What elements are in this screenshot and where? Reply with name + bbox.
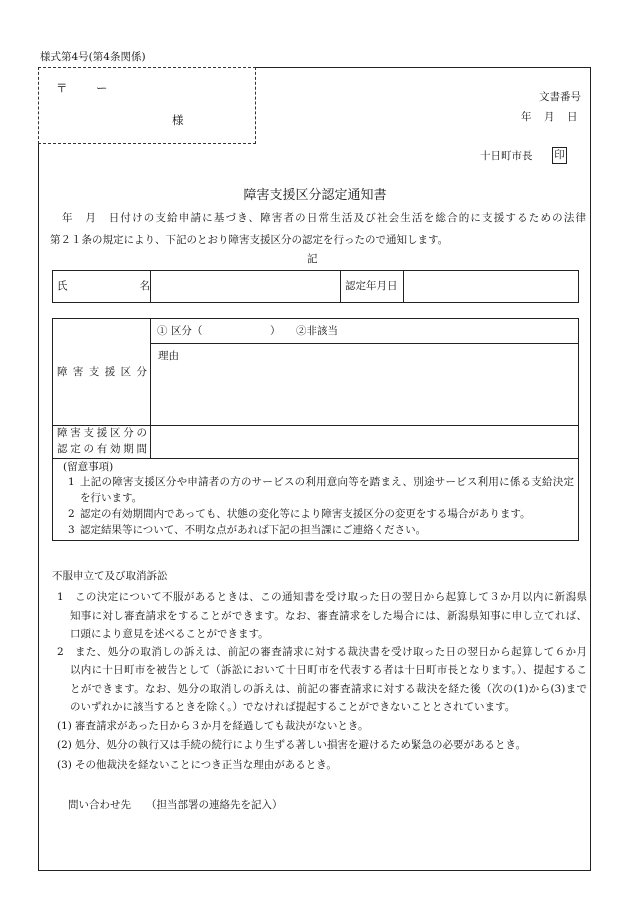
note-number: 3 [68, 524, 75, 536]
name-label: 氏名 [57, 280, 150, 292]
intro-line-2: 第２１条の規定により、下記のとおり障害支援区分の認定を行ったので通知します。 [50, 234, 449, 246]
recipient-table-divider [150, 270, 151, 303]
note-text: 認定結果等について、不明な点があれば下記の担当課にご連絡ください。 [80, 524, 427, 536]
notes-heading: (留意事項) [63, 461, 114, 473]
address-window [38, 67, 256, 144]
classification-label: 障害支援区分 [57, 366, 147, 378]
issue-date: 年 月 日 [521, 111, 579, 123]
contact-label: 問い合わせ先 [68, 799, 131, 811]
appeal-text: 知事に対し審査請求をすることができます。なお、審査請求をした場合には、新潟県知事に申し立てれば、 [70, 610, 587, 622]
postal-mark: 〒 [56, 81, 68, 95]
appeal-text: 以内に十日町市を被告として（訴訟において十日町市を代表する者は十日町市長となります。）、提起するこ [70, 664, 587, 676]
issuer-name: 十日町市長 [480, 150, 533, 162]
appeal-sub-number: (2) [57, 739, 72, 751]
frame-left-border [38, 143, 39, 871]
option-not-applicable: ②非該当 [296, 325, 338, 337]
appeal-text: とができます。なお、処分の取消しの訴えは、前記の審査請求に対する裁決を経た後（次の(1)から(3)まで [70, 683, 587, 695]
appeal-number: 2 [57, 646, 64, 658]
appeal-sub-number: (1) [57, 720, 72, 732]
note-text: 上記の障害支援区分や申請者の方のサービスの利用意向等を踏まえ、別途サービス利用に係る支給決定 [80, 476, 574, 488]
recipient-table-divider [403, 270, 404, 303]
intro-line-1: 年 月 日付けの支給申請に基づき、障害者の日常生活及び社会生活を総合的に支援するための法律 [62, 212, 586, 224]
reason-label: 理由 [158, 350, 179, 362]
recipient-honorific: 様 [172, 113, 184, 127]
ki-mark: 記 [307, 253, 318, 265]
appeal-heading: 不服申立て及び取消訴訟 [52, 570, 168, 582]
form-number: 様式第4号(第4条関係) [40, 51, 146, 63]
classification-table-divider [150, 318, 151, 458]
document-number-label: 文書番号 [539, 91, 581, 103]
frame-top-border [255, 67, 591, 68]
classification-table-divider [150, 343, 579, 344]
appeal-sub-text: 審査請求があった日から３か月を経過しても裁決がないとき。 [75, 720, 369, 732]
appeal-number: 1 [57, 591, 64, 603]
appeal-sub-number: (3) [57, 759, 72, 771]
appeal-sub-text: その他裁決を経ないことにつき正当な理由があるとき。 [75, 759, 337, 771]
contact-value: （担当部署の連絡先を記入） [146, 799, 283, 811]
appeal-text: 口頭により意見を述べることができます。 [70, 628, 269, 640]
document-title: 障害支援区分認定通知書 [243, 188, 387, 203]
note-number: 2 [68, 508, 75, 520]
validity-label-line-2: 認定の有効期間 [57, 443, 147, 455]
appeal-sub-text: 処分、処分の執行又は手続の続行により生ずる著しい損害を避けるため緊急の必要があるとき。 [75, 739, 527, 751]
note-text: を行います。 [80, 492, 143, 504]
note-number: 1 [68, 476, 75, 488]
certification-date-label: 認定年月日 [345, 280, 398, 292]
appeal-text: この決定について不服があるときは、この通知書を受け取った日の翌日から起算して３か月以内に新潟県 [75, 591, 587, 603]
note-text: 認定の有効期間内であっても、状態の変化等により障害支援区分の変更をする場合があります。 [80, 508, 531, 520]
appeal-text: のいずれかに該当するときを除く。）でなければ提起することができないこととされています。 [70, 701, 516, 713]
frame-bottom-border [38, 870, 591, 871]
seal-mark: 印 [552, 147, 567, 164]
postal-dash: ー [96, 81, 108, 95]
classification-table-divider [52, 458, 579, 459]
recipient-table-divider [340, 270, 341, 303]
validity-label-line-1: 障害支援区分の [57, 427, 147, 439]
option-classification-close: ） [270, 325, 281, 337]
option-classification: ① 区分（ [157, 325, 203, 337]
appeal-text: また、処分の取消しの訴えは、前記の審査請求に対する裁決書を受け取った日の翌日から起算して６か月 [75, 646, 587, 658]
